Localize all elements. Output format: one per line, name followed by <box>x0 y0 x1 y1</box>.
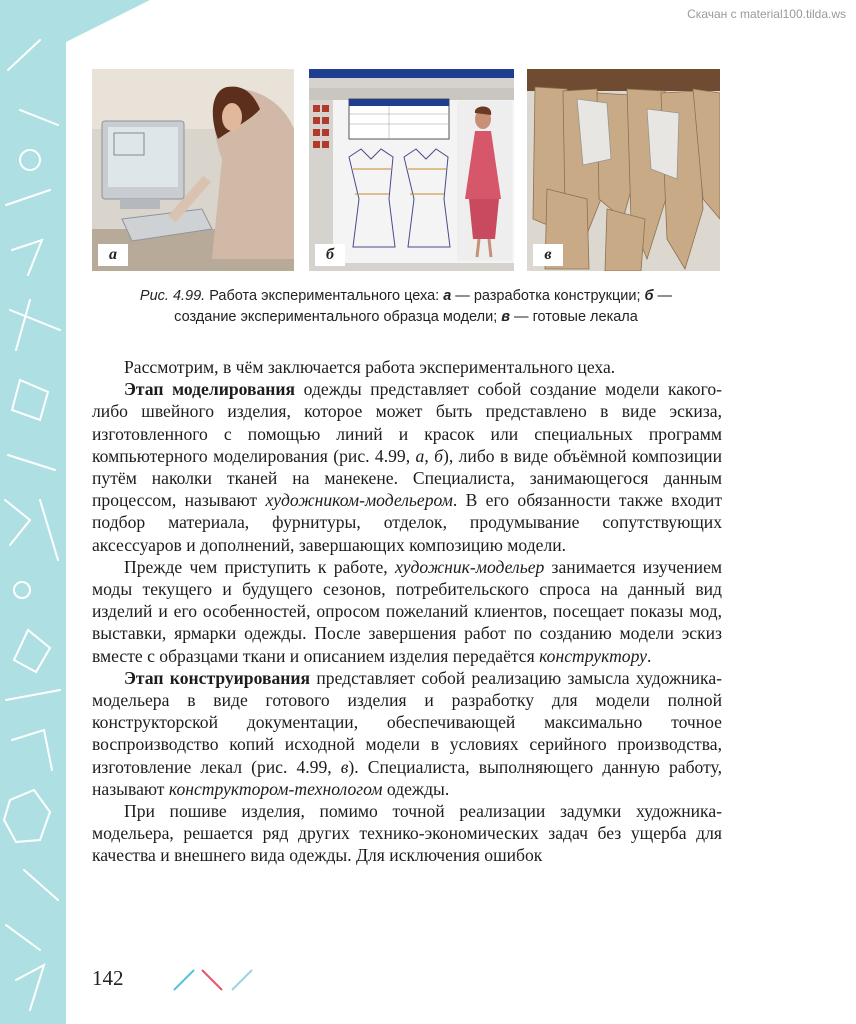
paragraph-2-text-a: одежды представляет собой создание модели какого-либо швейного изделия, которое может быть представлено в виде эскиза, изготовленного с помощью линий и красок или специальных программ компьютерного моделирования (рис. 4.99, <box>92 379 723 466</box>
figure-photo-b <box>309 69 514 271</box>
panel-label-a: а <box>98 244 128 266</box>
paragraph-3-text-b: занимается изучением моды текущего и будущего сезонов, потребительского спроса на данный вид изделий и его особенностей, опросом пожеланий клиентов, посещает показы мод, выставки, ярмарки одежды. После завершения работ по созданию модели эскиз вместе с образцами ткани и описанием изделия передаётся <box>92 556 723 666</box>
body-text <box>92 356 722 867</box>
paragraph-2-ref-b: б <box>434 445 443 466</box>
side-band-line-pattern <box>0 0 66 1024</box>
paragraph-3 <box>92 556 722 667</box>
paragraph-2-sep: , <box>424 445 435 466</box>
caption-letter-a: а <box>443 288 452 304</box>
footer-slash-lines-icon <box>172 968 262 994</box>
paragraph-2 <box>92 378 722 556</box>
page-number: 142 <box>92 966 124 990</box>
photo-woman-at-cad-workstation <box>92 69 294 271</box>
term-constructor: конструктору <box>539 645 647 666</box>
paragraph-3-text-c: . <box>646 645 652 666</box>
paragraph-4-text-c: одежды. <box>382 778 450 799</box>
paragraph-1: Рассмотрим, в чём заключается работа экспериментального цеха. <box>124 357 616 377</box>
side-decorative-band <box>0 0 66 1024</box>
footer-decoration <box>172 968 262 999</box>
term-fashion-designer-2: художник-модельер <box>394 556 545 577</box>
figure-photo-a <box>92 69 294 271</box>
watermark: Скачан с material100.tilda.ws <box>687 7 846 21</box>
term-constructor-technologist: конструктором-технологом <box>168 778 383 799</box>
caption-text-1: Работа экспериментального цеха: <box>205 288 444 304</box>
caption-text-2: создание экспериментального образца модели; <box>174 309 502 325</box>
caption-line-1 <box>92 286 720 307</box>
caption-letter-b: б <box>644 288 654 304</box>
caption-figure-number: Рис. 4.99. <box>139 288 206 304</box>
caption-text-a: — разработка конструкции; <box>451 288 645 304</box>
caption-text-c: — готовые лекала <box>510 309 638 325</box>
paragraph-2-ref-a: а <box>415 445 425 466</box>
caption-line-2 <box>92 307 720 328</box>
paragraph-3-text-a: Прежде чем приступить к работе, <box>124 556 395 577</box>
paragraph-2-text-b: ), либо в виде объёмной композиции путём наколки тканей на манекене. Специалиста, занимающегося данным процессом, называют <box>92 445 722 511</box>
term-construction-stage: Этап конструирования <box>124 667 311 688</box>
paragraph-2-text-c: . В его обязанности также входит подбор материала, фурнитуры, отделок, продумывание сопутствующих аксессуаров и дополнений, завершающих композицию модели. <box>92 490 723 555</box>
term-fashion-designer: художником-модельером <box>265 490 453 511</box>
screenshot-cad-pattern-software <box>309 69 514 271</box>
caption-letter-c: в <box>501 309 511 325</box>
panel-label-b: б <box>315 244 345 266</box>
caption-text-b: — <box>653 288 673 304</box>
term-modeling-stage: Этап моделирования <box>124 379 296 400</box>
figure-caption <box>92 286 720 328</box>
paragraph-4-text-b: ). Специалиста, выполняющего данную работу, называют <box>92 756 722 799</box>
paragraph-4 <box>92 667 722 800</box>
paragraph-4-ref-v: в <box>340 756 349 777</box>
figure-photo-c <box>527 69 720 271</box>
paragraph-5: При пошиве изделия, помимо точной реализации задумки художника-модельера, решается ряд других технико-экономических задач без ущерба для качества и внешнего вида одежды. Для исключения ошибок <box>92 801 722 866</box>
paragraph-4-text-a: представляет собой реализацию замысла художника-модельера в виде готового изделия и разработку для модели полной конструкторской документации, обеспечивающей максимально точное воспроизводство копий исходной модели в условиях серийного производства, изготовление лекал (рис. 4.99, <box>92 667 722 777</box>
photo-hanging-cardboard-patterns <box>527 69 720 271</box>
panel-label-c: в <box>533 244 563 266</box>
